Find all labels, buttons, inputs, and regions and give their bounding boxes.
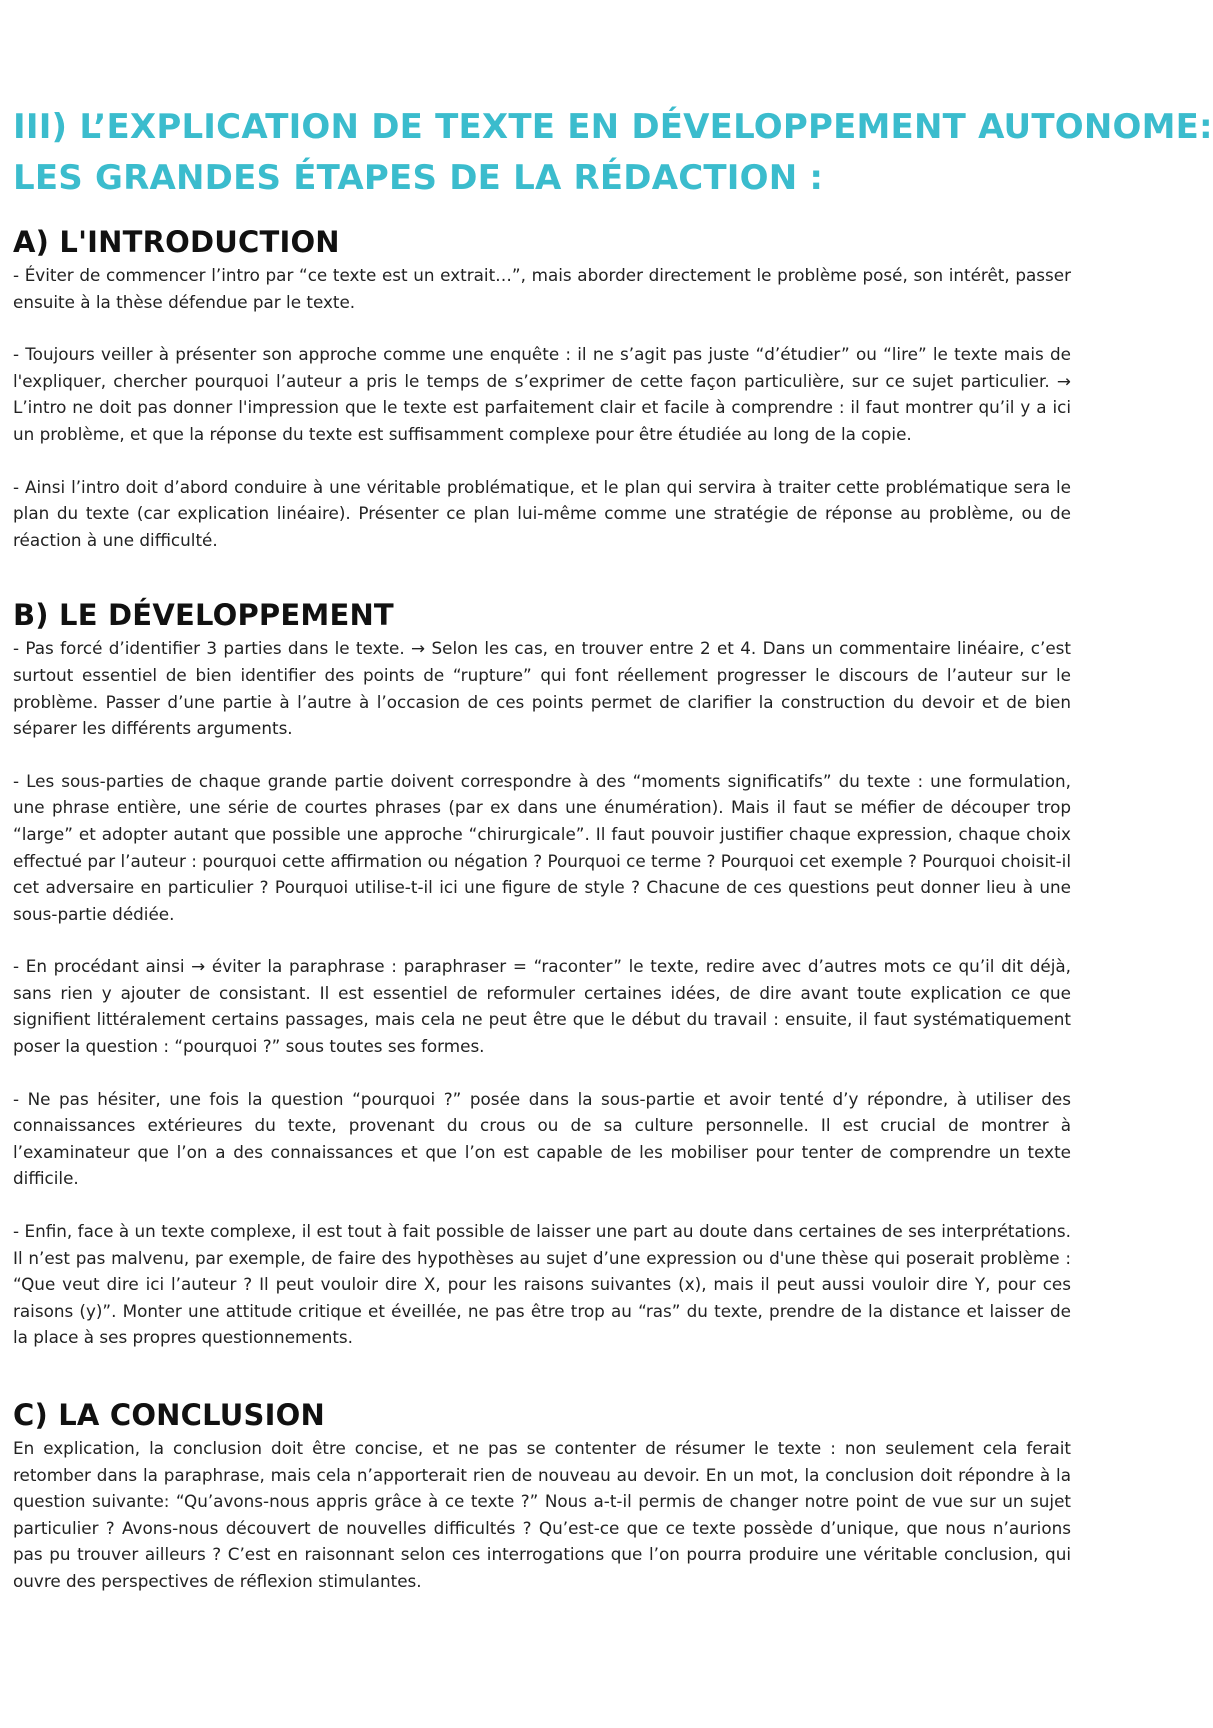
paragraph: - Toujours veiller à présenter son approche comme une enquête : il ne s’agit pas juste “d’étudier” ou “lire” le texte mais de l'expliquer, chercher pourquoi l’auteur a pris le temps de s’exprimer de cette façon particulière, sur ce sujet particulier. → L’intro ne doit pas donner l'impression que le texte est parfaitement clair et facile à comprendre : il faut montrer qu’il y a ici un problème, et que la réponse du texte est suffisamment complexe pour être étudiée au long de la copie. (13, 344, 1071, 444)
document-page (13, 102, 1213, 1621)
paragraph: En explication, la conclusion doit être concise, et ne pas se contenter de résumer le texte : non seulement cela ferait retomber dans la paraphrase, mais cela n’apporterait rien de nouveau au devoir. En un mot, la conclusion doit répondre à la question suivante: “Qu’avons-nous appris grâce à ce texte ?” Nous a-t-il permis de changer notre point de vue sur un sujet particulier ? Avons-nous découvert de nouvelles difficultés ? Qu’est-ce que ce texte possède d’unique, que nous n’aurions pas pu trouver ailleurs ? C’est en raisonnant selon ces interrogations que l’on pourra produire une véritable conclusion, qui ouvre des perspectives de réflexion stimulantes. (13, 1438, 1071, 1591)
paragraph: - Ainsi l’intro doit d’abord conduire à une véritable problématique, et le plan qui servira à traiter cette problématique sera le plan du texte (car explication linéaire). Présenter ce plan lui-même comme une stratégie de réponse au problème, ou de réaction à une difficulté. (13, 476, 1071, 550)
paragraph: - Éviter de commencer l’intro par “ce texte est un extrait…”, mais aborder directement le problème posé, son intérêt, passer ensuite à la thèse défendue par le texte. (13, 265, 1071, 312)
section-introduction (13, 224, 1071, 553)
paragraph: - Pas forcé d’identifier 3 parties dans le texte. → Selon les cas, en trouver entre 2 et 4. Dans un commentaire linéaire, c’est surtout essentiel de bien identifier des points de “rupture” qui font réellement progresser le discours de l’auteur sur le problème. Passer d’une partie à l’autre à l’occasion de ces points permet de clarifier la construction du devoir et de bien séparer les différents arguments. (13, 638, 1071, 739)
paragraph: - Ne pas hésiter, une fois la question “pourquoi ?” posée dans la sous-partie et avoir tenté d’y répondre, à utiliser des connaissances extérieures du texte, provenant du crous ou de sa culture personnelle. Il est crucial de montrer à l’examinateur que l’on a des connaissances et que l’on est capable de les mobiliser pour tenter de comprendre un texte difficile. (13, 1088, 1071, 1189)
page-title-line-1: III) L’EXPLICATION DE TEXTE EN DÉVELOPPEMENT AUTONOME: (13, 107, 1213, 147)
section-spacer (13, 1377, 1071, 1397)
paragraph: - Les sous-parties de chaque grande partie doivent correspondre à des “moments significatifs” du texte : une formulation, une phrase entière, une série de courtes phrases (par ex dans une énumération). Mais il faut se méfier de découper trop “large” et adopter autant que possible une approche “chirurgicale”. Il faut pouvoir justifier chaque expression, chaque choix effectué par l’auteur : pourquoi cette affirmation ou négation ? Pourquoi ce terme ? Pourquoi cet exemple ? Pourquoi choisit-il cet adversaire en particulier ? Pourquoi utilise-t-il ici une figure de style ? Chacune de ces questions peut donner lieu à une sous-partie dédiée. (13, 770, 1071, 924)
section-heading-introduction: A) L'INTRODUCTION (13, 225, 340, 259)
page-title-line-2: LES GRANDES ÉTAPES DE LA RÉDACTION : (13, 158, 824, 198)
section-spacer (13, 579, 1071, 597)
paragraph: - En procédant ainsi → éviter la paraphrase : paraphraser = “raconter” le texte, redire avec d’autres mots ce qu’il dit déjà, sans rien y ajouter de consistant. Il est essentiel de reformuler certaines idées, de dire avant toute explication ce que signifient littéralement certains passages, mais cela ne peut être que le début du travail : ensuite, il faut systématiquement poser la question : “pourquoi ?” sous toutes ses formes. (13, 956, 1071, 1057)
section-conclusion (13, 1397, 1071, 1595)
section-development (13, 597, 1071, 1351)
paragraph: - Enfin, face à un texte complexe, il est tout à fait possible de laisser une part au doute dans certaines de ses interprétations. Il n’est pas malvenu, par exemple, de faire des hypothèses au sujet d’une expression ou d'une thèse qui poserait problème : “Que veut dire ici l’auteur ? Il peut vouloir dire X, pour les raisons suivantes (x), mais il peut aussi vouloir dire Y, pour ces raisons (y)”. Monter une attitude critique et éveillée, ne pas être trop au “ras” du texte, prendre de la distance et laisser de la place à ses propres questionnements. (13, 1221, 1071, 1348)
section-heading-conclusion: C) LA CONCLUSION (13, 1398, 325, 1432)
page-title (13, 102, 1213, 204)
section-heading-development: B) LE DÉVELOPPEMENT (13, 598, 394, 633)
